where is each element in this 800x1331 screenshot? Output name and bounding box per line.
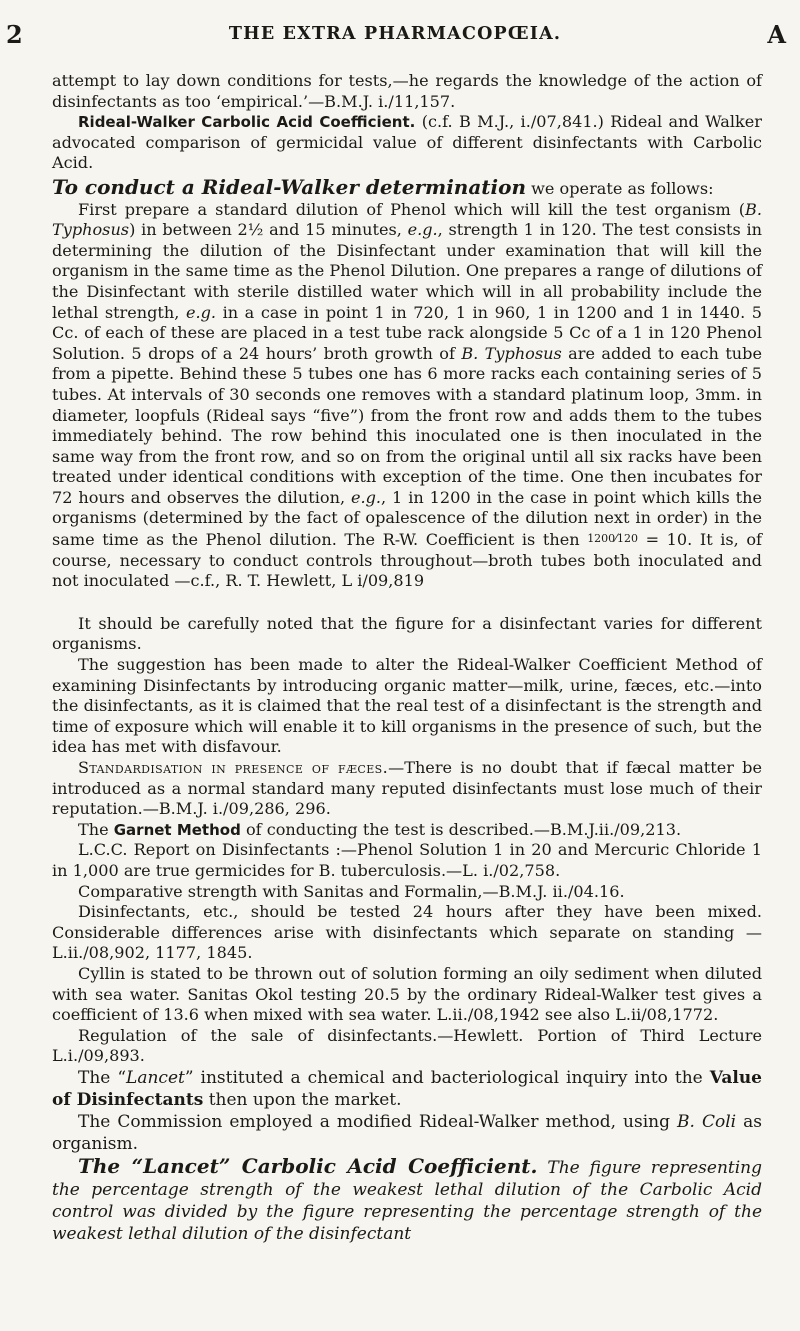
text-standardisation: —There is no doubt that if fæcal matter be introduced as a normal standard many reputed disinfectants must lose much of their reputation.—B.M.J. i./09,286, 296.	[52, 758, 762, 819]
paragraph-varies: It should be carefully noted that the figure for a disinfectant varies for different organisms.	[52, 613, 762, 654]
text-garnet-b: of conducting the test is described.—B.M.J.ii./09,213.	[240, 819, 682, 839]
text-procedure-f: , 1 in 1200 in the case in point which kills the organisms (determined by the fact of opalescence of the dilution next in order) in the same time as the Phenol dilution. The R-W. Coefficient is then	[52, 487, 762, 550]
eg-abbrev: e.g.	[407, 220, 438, 240]
section-letter: A	[767, 19, 786, 49]
paragraph-testing-time: Disinfectants, etc., should be tested 24 hours after they have been mixed. Considerable differences arise with disinfectants which separate on standing —L.ii./08,902, 1177, 1845.	[52, 902, 762, 963]
heading-standardisation: Standardisation in presence of fæces.	[78, 758, 389, 777]
text-commission-b: as organism.	[52, 1111, 763, 1154]
paragraph-garnet-method	[52, 820, 762, 841]
text-lancet-b: ” instituted a chemical and bacteriological inquiry into the	[184, 1067, 710, 1088]
text-garnet-a: The	[78, 819, 114, 839]
page-number: 2	[6, 19, 23, 49]
organism-name: B. Coli	[677, 1111, 737, 1132]
text-conduct-determination: we operate as follows:	[526, 178, 714, 198]
paragraph-rideal-walker-coefficient	[52, 112, 762, 174]
heading-garnet-method: Garnet Method	[113, 820, 241, 839]
text-commission-a: The Commission employed a modified Rideal-Walker method, using	[78, 1111, 678, 1132]
paragraph-regulation: Regulation of the sale of disinfectants.—Hewlett. Portion of Third Lecture L.i./09,893.	[52, 1025, 762, 1066]
paragraph-intro: attempt to lay down conditions for tests,—he regards the knowledge of the action of disinfectants as too ‘empirical.’—B.M.J. i./11,157.	[52, 71, 762, 111]
page-content	[52, 71, 762, 1245]
text-procedure-b: ) in between 2½ and 15 minutes,	[129, 220, 408, 240]
text-procedure-d: in a case in point 1 in 720, 1 in 960, 1 in 1200 and 1 in 1440. 5 Cc. of each of these are placed in a test tube rack alongside 5 Cc of a 1 in 120 Phenol Solution. 5 drops of a 24 hours’ broth growth of	[52, 302, 762, 363]
heading-lancet-coefficient: The “Lancet” Carbolic Acid Coefficient.	[78, 1153, 538, 1178]
paragraph-standardisation	[52, 758, 762, 820]
text-procedure-e: are added to each tube from a pipette. Behind these 5 tubes one has 6 more racks each containing series of 5 tubes. At intervals of 30 seconds one removes with a standard platinum loop, 3mm. in diameter, loopfuls (Rideal says “five”) from the front row and adds them to the tubes immediately behind. The row behind this inoculated one is then inoculated in the same way from the front row, and so on from the original until all six racks have been treated under identical conditions with exception of the time. One then incubates for 72 hours and observes the dilution,	[52, 343, 762, 507]
heading-rideal-walker-coefficient: Rideal-Walker Carbolic Acid Coefficient.	[78, 113, 416, 132]
text-procedure-g: = 10. It is, of course, necessary to conduct controls throughout—broth tubes both inoculated and not inoculated —c.f., R. T. Hewlett, L i/09,819	[52, 530, 762, 591]
text-lancet-coefficient: The figure representing the percentage strength of the weakest lethal dilution of the Carbolic Acid control was divided by the figure representing the percentage strength of the weakest lethal dilution of the disinfectant	[52, 1157, 762, 1244]
text-lancet-c: then upon the market.	[203, 1089, 402, 1110]
organism-name: B. Typhosus	[52, 199, 762, 240]
paragraph-lancet-coefficient	[52, 1155, 762, 1245]
journal-name: Lancet	[126, 1067, 185, 1088]
coefficient-fraction: 1200⁄120	[587, 532, 639, 546]
paragraph-commission	[52, 1111, 762, 1155]
text-procedure-a: First prepare a standard dilution of Phenol which will kill the test organism (	[78, 199, 746, 219]
eg-abbrev: e.g.	[350, 487, 382, 507]
paragraph-lancet-inquiry	[52, 1067, 762, 1111]
paragraph-comparative-strength: Comparative strength with Sanitas and Formalin,—B.M.J. ii./04.16.	[78, 881, 625, 901]
paragraph-cyllin: Cyllin is stated to be thrown out of solution forming an oily sediment when diluted with sea water. Sanitas Okol testing 20.5 by the ordinary Rideal-Walker test gives a coefficient of 13.6 when mixed with sea water. L.ii./08,1942 see also L.ii/08,1772.	[52, 963, 762, 1025]
paragraph-conduct-heading	[52, 174, 762, 200]
text-rideal-walker-coefficient: (c.f. B M.J., i./07,841.) Rideal and Walker advocated comparison of germicidal value of different disinfectants with Carbolic Acid.	[52, 112, 762, 173]
heading-value-of-disinfectants: Value of Disinfectants	[52, 1067, 762, 1110]
paragraph-procedure	[52, 200, 762, 592]
heading-conduct-determination: To conduct a Rideal-Walker determination	[52, 174, 527, 199]
text-lancet-a: The “	[78, 1067, 127, 1088]
eg-abbrev: e.g.	[185, 302, 217, 322]
text-procedure-c: , strength 1 in 120. The test consists in determining the dilution of the Disinfectant under examination that will kill the organism in the same time as the Phenol Dilution. One prepares a range of dilutions of the Disinfectant with sterile distilled water which will in all probability include the lethal strength,	[52, 220, 762, 322]
page-header	[6, 14, 786, 54]
paragraph-suggestion: The suggestion has been made to alter the Rideal-Walker Coefficient Method of examining Disinfectants by introducing organic matter—milk, urine, fæces, etc.—into the disinfectants, as it is claimed that the real test of a disinfectant is the strength and time of exposure which will enable it to kill organisms in the presence of such, but the idea has met with disfavour.	[52, 655, 762, 757]
paragraph-lcc-report: L.C.C. Report on Disinfectants :—Phenol Solution 1 in 20 and Mercuric Chloride 1 in 1,000 are true germicides for B. tuberculosis.—L. i./02,758.	[52, 840, 762, 880]
organism-name: B. Typhosus	[461, 343, 562, 363]
running-title: THE EXTRA PHARMACOPŒIA.	[228, 24, 562, 44]
